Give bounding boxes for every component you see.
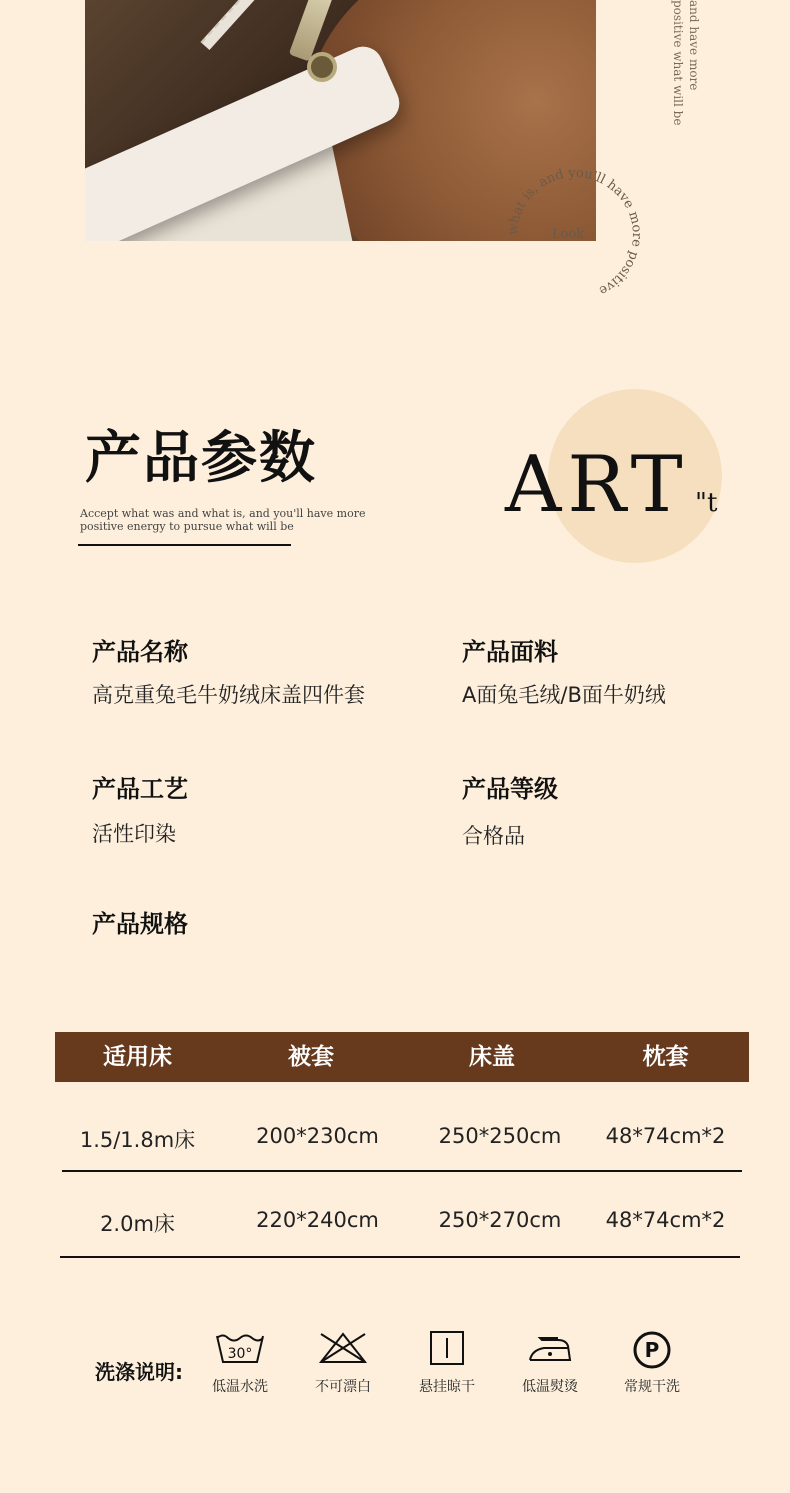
table-cell: 250*270cm bbox=[438, 1208, 562, 1232]
art-suffix-text: "t bbox=[695, 488, 718, 518]
circle-center-text: Look bbox=[552, 227, 585, 242]
spec-craft-label: 产品工艺 bbox=[92, 775, 188, 803]
table-row bbox=[55, 1124, 749, 1154]
care-item-wash bbox=[195, 1330, 285, 1396]
circle-text-path: what is, and you'll have more positive bbox=[505, 165, 645, 299]
spec-grade-label: 产品等级 bbox=[462, 775, 558, 803]
table-cell: 220*240cm bbox=[256, 1208, 379, 1232]
row-divider bbox=[62, 1170, 742, 1172]
dry-clean-icon bbox=[626, 1330, 678, 1370]
spec-name-value: 高克重兔毛牛奶绒床盖四件套 bbox=[92, 683, 365, 707]
page-subtitle: Accept what was and what is, and you'll have more positive energy to pursue what will be bbox=[80, 507, 366, 533]
care-item-dry-clean bbox=[607, 1330, 697, 1396]
care-text: 不可漂白 bbox=[315, 1379, 371, 1395]
spec-grade-value: 合格品 bbox=[462, 824, 525, 848]
table-cell: 250*250cm bbox=[438, 1124, 562, 1148]
care-text: 常规干洗 bbox=[624, 1379, 680, 1395]
table-cell: 2.0m床 bbox=[100, 1212, 175, 1236]
dry-clean-symbol: P bbox=[644, 1338, 660, 1362]
care-item-no-bleach bbox=[298, 1330, 388, 1396]
circular-decor-text bbox=[500, 160, 650, 310]
spec-fabric-label: 产品面料 bbox=[462, 638, 558, 666]
line-dry-icon bbox=[421, 1330, 473, 1366]
table-header-cell: 床盖 bbox=[469, 1044, 515, 1070]
size-table-header bbox=[55, 1032, 749, 1082]
table-header-cell: 枕套 bbox=[642, 1044, 689, 1070]
title-underline bbox=[78, 544, 291, 546]
care-text: 低温熨烫 bbox=[522, 1379, 578, 1395]
table-cell: 48*74cm*2 bbox=[605, 1124, 726, 1148]
low-iron-icon bbox=[524, 1330, 576, 1366]
art-logo-text: ART bbox=[505, 440, 689, 530]
care-item-line-dry bbox=[402, 1330, 492, 1396]
page-title: 产品参数 bbox=[85, 426, 317, 491]
table-cell: 200*230cm bbox=[256, 1124, 379, 1148]
spec-craft-value: 活性印染 bbox=[92, 822, 176, 846]
wash-temp-text: 30° bbox=[227, 1346, 253, 1362]
table-header-cell: 被套 bbox=[288, 1044, 334, 1070]
wash-30-icon bbox=[214, 1330, 266, 1366]
spec-size-label: 产品规格 bbox=[92, 910, 188, 938]
row-divider bbox=[60, 1256, 740, 1258]
table-cell: 48*74cm*2 bbox=[605, 1208, 726, 1232]
care-label: 洗涤说明: bbox=[95, 1360, 183, 1384]
care-item-iron bbox=[505, 1330, 595, 1396]
no-bleach-icon bbox=[317, 1330, 369, 1366]
table-cell: 1.5/1.8m床 bbox=[79, 1128, 196, 1152]
table-row bbox=[55, 1208, 749, 1238]
spec-fabric-value: A面兔毛绒/B面牛奶绒 bbox=[462, 683, 666, 707]
spec-name-label: 产品名称 bbox=[92, 638, 188, 666]
care-text: 悬挂晾干 bbox=[419, 1379, 475, 1395]
vertical-decor-text: and have more positive what will be bbox=[671, 0, 701, 126]
care-text: 低温水洗 bbox=[212, 1379, 268, 1395]
table-header-cell: 适用床 bbox=[103, 1044, 172, 1070]
